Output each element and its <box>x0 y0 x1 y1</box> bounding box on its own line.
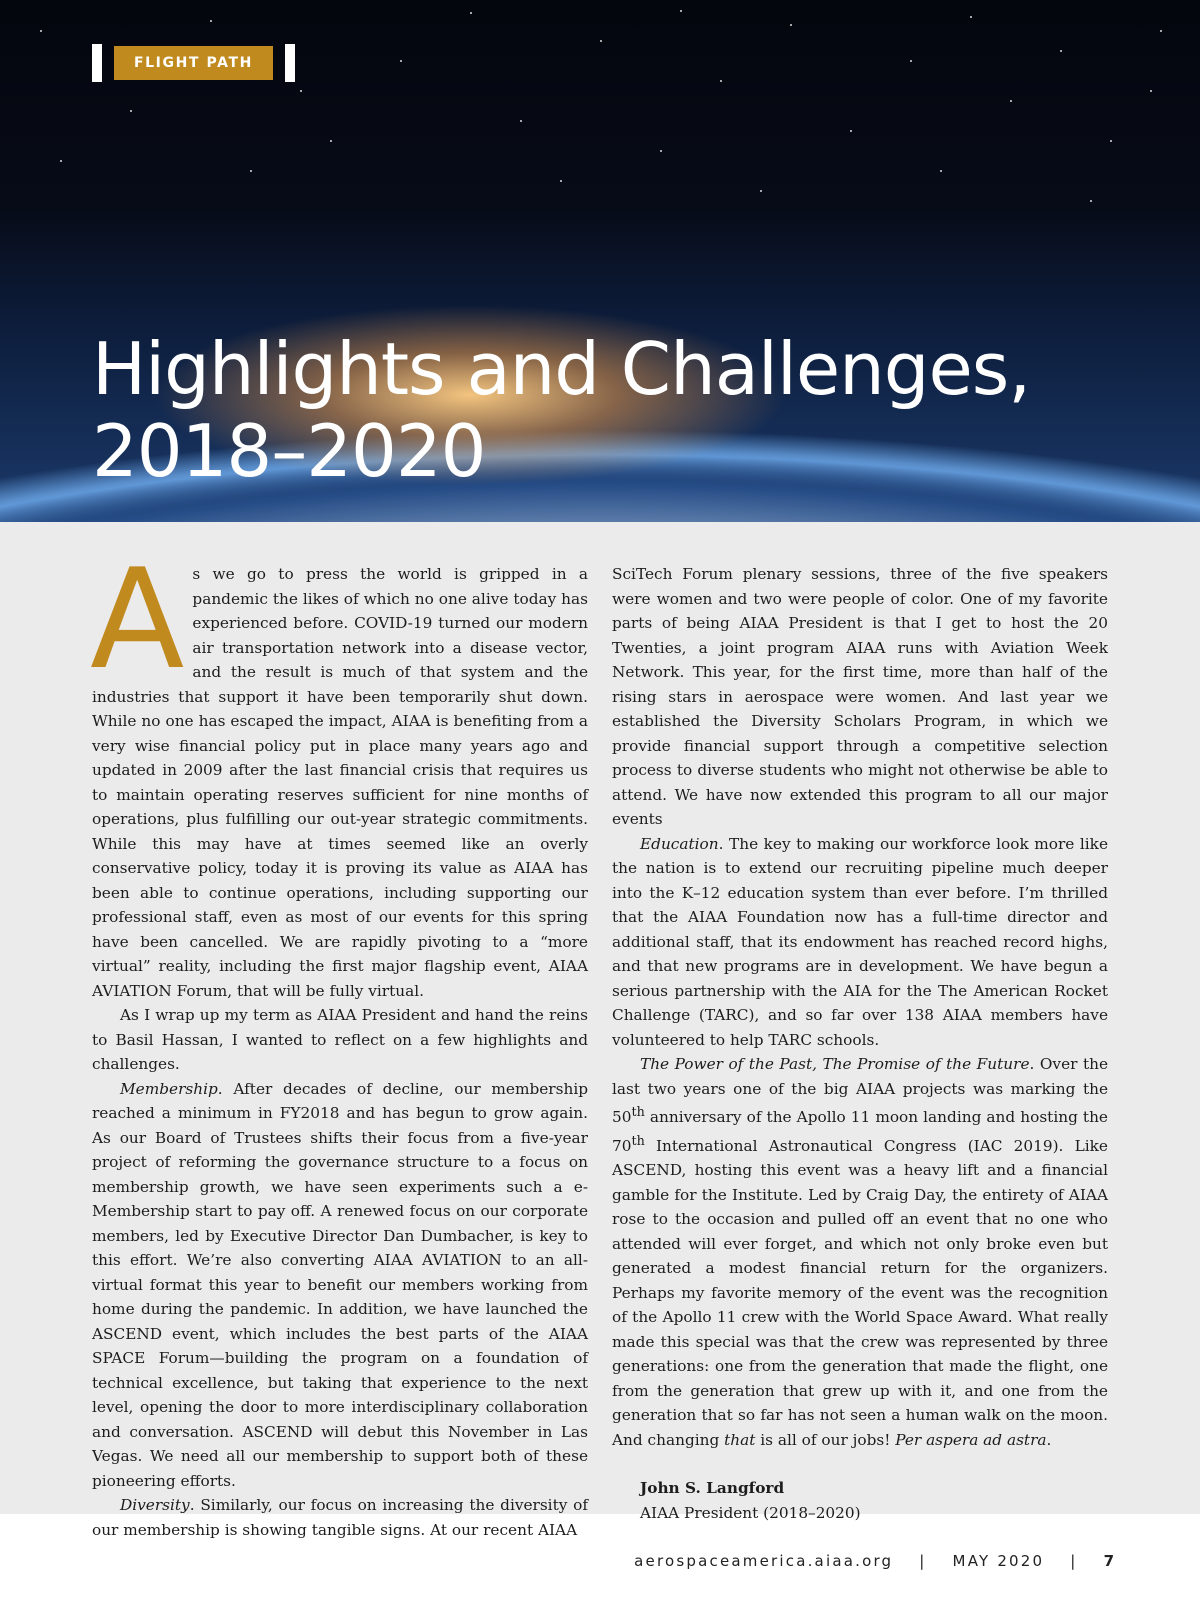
page-number: 7 <box>1103 1552 1114 1570</box>
latin-motto: Per aspera ad astra <box>895 1430 1047 1449</box>
diversity-lead: Diversity <box>120 1496 190 1514</box>
signature <box>612 1476 1108 1525</box>
footer-site: aerospaceamerica.aiaa.org <box>634 1552 894 1570</box>
education-lead: Education <box>640 834 719 853</box>
article-title <box>92 328 1152 492</box>
footer-issue: MAY 2020 <box>952 1552 1045 1570</box>
footer-separator-1: | <box>919 1552 927 1570</box>
paragraph-scitech: SciTech Forum plenary sessions, three of the five speakers were women and two were people of color. One of my favorite parts of being AIAA President is that I get to host the 20 Twenties, a joint program AIAA runs with Aviation Week Network. This year, for the first time, more than half of the rising stars in aerospace were women. And last year we established the Diversity Scholars Program, in which we provide financial support through a competitive selection process to diverse students who might not otherwise be able to attend. We have now extended this program to all our major events <box>612 565 1108 828</box>
article-body <box>0 522 1200 1539</box>
tag-bar-right <box>285 44 295 82</box>
membership-lead: Membership <box>120 1079 218 1098</box>
power-lead: The Power of the Past, The Promise of the Future <box>640 1055 1030 1073</box>
paragraph-reflect: As I wrap up my term as AIAA President and hand the reins to Basil Hassan, I wanted to reflect on a few highlights and challenges. <box>92 1006 588 1073</box>
drop-cap: A <box>90 539 185 700</box>
tag-bar-left <box>92 44 102 82</box>
page-footer <box>634 1552 1114 1570</box>
paragraph-education: Education. The key to making our workforce look more like the nation is to extend our recruiting pipeline much deeper into the K–12 education system than ever before. I’m thrilled that the AIAA Foundation now has a full-time director and additional staff, that its endowment has reached record highs, and that new programs are in development. We have begun a serious partnership with the AIA for the The American Rocket Challenge (TARC), and so far over 138 AIAA members have volunteered to help TARC schools. <box>612 834 1108 1049</box>
paragraph-intro: As we go to press the world is gripped in a pandemic the likes of which no one alive today has experienced before. COVID-19 turned our modern air transportation network into a disease vector, and the result is much of that system and the industries that support it have been temporarily shut down. While no one has escaped the impact, AIAA is benefiting from a very wise financial policy put in place many years ago and updated in 2009 after the last financial crisis that requires us to maintain operating reserves sufficient for nine months of operations, plus fulfilling our out-year strategic commitments. While this may have at times seemed like an overly conservative policy, today it is proving its value as AIAA has been able to continue operations, including supporting our professional staff, even as most of our events for this spring have been cancelled. We are rapidly pivoting to a “more virtual” reality, including the first major flagship event, AIAA AVIATION Forum, that will be fully virtual. <box>90 539 588 1000</box>
right-column <box>612 562 1108 1525</box>
signature-name: John S. Langford <box>640 1479 785 1498</box>
footer-separator-2: | <box>1070 1552 1078 1570</box>
signature-title: AIAA President (2018–2020) <box>640 1503 861 1522</box>
title-line-1: Highlights and Challenges, <box>92 327 1031 411</box>
hero-earth-image <box>0 0 1200 522</box>
title-line-2: 2018–2020 <box>92 409 486 493</box>
section-tag <box>92 44 295 82</box>
paragraph-diversity: Diversity. Similarly, our focus on increasing the diversity of our membership is showing tangible signs. At our recent AIAA <box>92 1496 588 1539</box>
paragraph-membership: Membership. After decades of decline, our membership reached a minimum in FY2018 and has begun to grow again. As our Board of Trustees shifts their focus from a five-year project of reforming the governance structure to a focus on membership growth, we have seen experiments such a e-Membership start to pay off. A renewed focus on our corporate members, led by Executive Director Dan Dumbacher, is key to this effort. We’re also converting AIAA AVIATION to an all-virtual format this year to benefit our members working from home during the pandemic. In addition, we have launched the ASCEND event, which includes the best parts of the AIAA SPACE Forum—building the program on a foundation of technical excellence, but taking that experience to the next level, opening the door to more interdisciplinary collaboration and conversation. ASCEND will debut this November in Las Vegas. We need all our membership to support both of these pioneering efforts. <box>92 1079 588 1490</box>
left-column <box>90 539 588 1542</box>
paragraph-power: The Power of the Past, The Promise of the Future. Over the last two years one of the big AIAA projects was marking the 50th anniversary of the Apollo 11 moon landing and hosting the 70th International Astronautical Congress (IAC 2019). Like ASCEND, hosting this event was a heavy lift and a financial gamble for the Institute. Led by Craig Day, the entirety of AIAA rose to the occasion and pulled off an event that no one who attended will ever forget, and which not only broke even but generated a modest financial return for the organizers. Perhaps my favorite memory of the event was the recognition of the Apollo 11 crew with the World Space Award. What really made this special was that the crew was represented by three generations: one from the generation that made the flight, one from the generation that grew up with it, and one from the generation that so far has not seen a human walk on the moon. And changing that is all of our jobs! Per aspera ad astra. <box>612 1055 1108 1449</box>
section-tag-label: FLIGHT PATH <box>114 46 273 80</box>
